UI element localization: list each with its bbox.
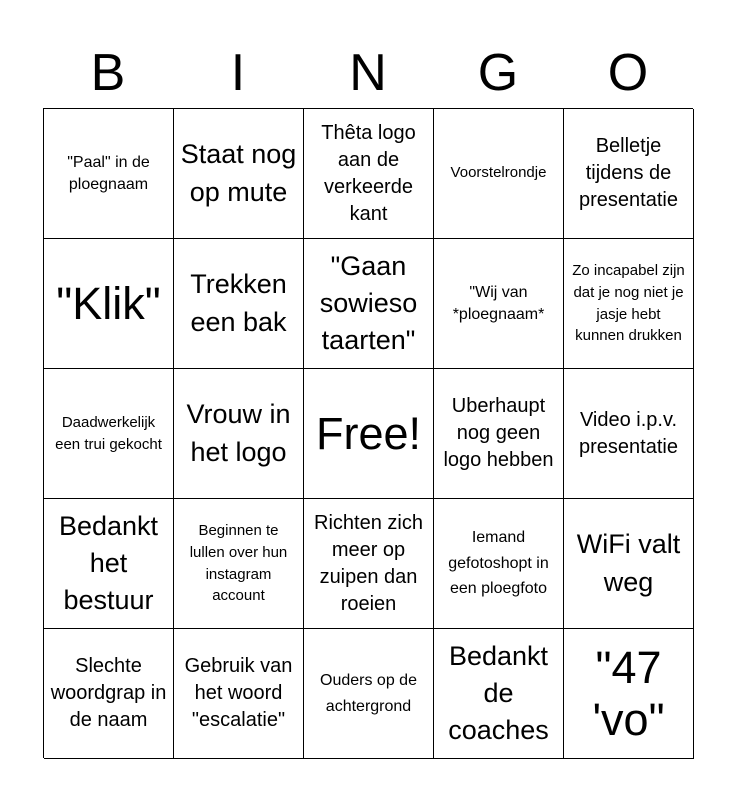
bingo-cell-free[interactable] <box>304 369 434 499</box>
header-letter-i: I <box>230 44 246 102</box>
bingo-board <box>43 108 693 758</box>
cell-text: Staat nog op mute <box>180 139 297 207</box>
cell-text: Thêta logo aan de verkeerde kant <box>321 121 416 225</box>
bingo-cell[interactable] <box>174 239 304 369</box>
bingo-cell[interactable] <box>564 629 694 759</box>
cell-text: Free! <box>315 407 422 459</box>
cell-text: Belletje tijdens de presentatie <box>579 135 678 211</box>
bingo-cell[interactable] <box>434 239 564 369</box>
cell-text: "47 'vo" <box>592 641 665 745</box>
header-letter-o: O <box>607 44 649 102</box>
cell-text: Video i.p.v. presentatie <box>579 408 678 458</box>
bingo-cell[interactable] <box>44 239 174 369</box>
header-letter-n: N <box>349 44 387 102</box>
bingo-cell[interactable] <box>304 499 434 629</box>
header-letter-g: G <box>477 44 519 102</box>
bingo-cell[interactable] <box>564 369 694 499</box>
cell-text: Uberhaupt nog geen logo hebben <box>443 395 554 471</box>
cell-text: Daadwerkelijk een trui gekocht <box>55 413 162 453</box>
bingo-cell[interactable] <box>44 629 174 759</box>
bingo-cell[interactable] <box>564 499 694 629</box>
cell-text: Bedankt het bestuur <box>58 510 159 616</box>
bingo-cell[interactable] <box>44 109 174 239</box>
cell-text: Zo incapabel zijn dat je nog niet je jasje hebt kunnen drukken <box>572 262 685 345</box>
cell-text: Vrouw in het logo <box>186 399 291 467</box>
bingo-cell[interactable] <box>434 369 564 499</box>
bingo-cell[interactable] <box>564 239 694 369</box>
bingo-cell[interactable] <box>44 499 174 629</box>
cell-text: Voorstelrondje <box>450 164 547 182</box>
cell-text: Beginnen te lullen over hun instagram account <box>189 522 288 605</box>
cell-text: Slechte woordgrap in de naam <box>50 655 167 731</box>
bingo-cell[interactable] <box>434 629 564 759</box>
cell-text: Trekken een bak <box>190 269 287 337</box>
header-letter-b: B <box>90 44 126 102</box>
cell-text: Gebruik van het woord "escalatie" <box>184 655 293 731</box>
bingo-cell[interactable] <box>434 499 564 629</box>
bingo-cell[interactable] <box>174 499 304 629</box>
bingo-cell[interactable] <box>174 109 304 239</box>
cell-text: "Wij van *ploegnaam* <box>452 283 545 323</box>
bingo-cell[interactable] <box>174 629 304 759</box>
cell-text: WiFi valt weg <box>576 529 681 597</box>
bingo-cell[interactable] <box>304 629 434 759</box>
bingo-cell[interactable] <box>44 369 174 499</box>
cell-text: Iemand gefotoshopt in een ploegfoto <box>448 529 549 598</box>
cell-text: "Klik" <box>56 277 161 329</box>
bingo-cell[interactable] <box>304 239 434 369</box>
cell-text: Ouders op de achtergrond <box>320 671 417 715</box>
cell-text: Richten zich meer op zuipen dan roeien <box>314 511 423 615</box>
bingo-cell[interactable] <box>434 109 564 239</box>
bingo-cell[interactable] <box>174 369 304 499</box>
cell-text: Bedankt de coaches <box>448 640 549 746</box>
bingo-cell[interactable] <box>564 109 694 239</box>
cell-text: "Gaan sowieso taarten" <box>319 250 418 356</box>
cell-text: "Paal" in de ploegnaam <box>67 153 150 193</box>
bingo-cell[interactable] <box>304 109 434 239</box>
bingo-header <box>43 40 693 106</box>
